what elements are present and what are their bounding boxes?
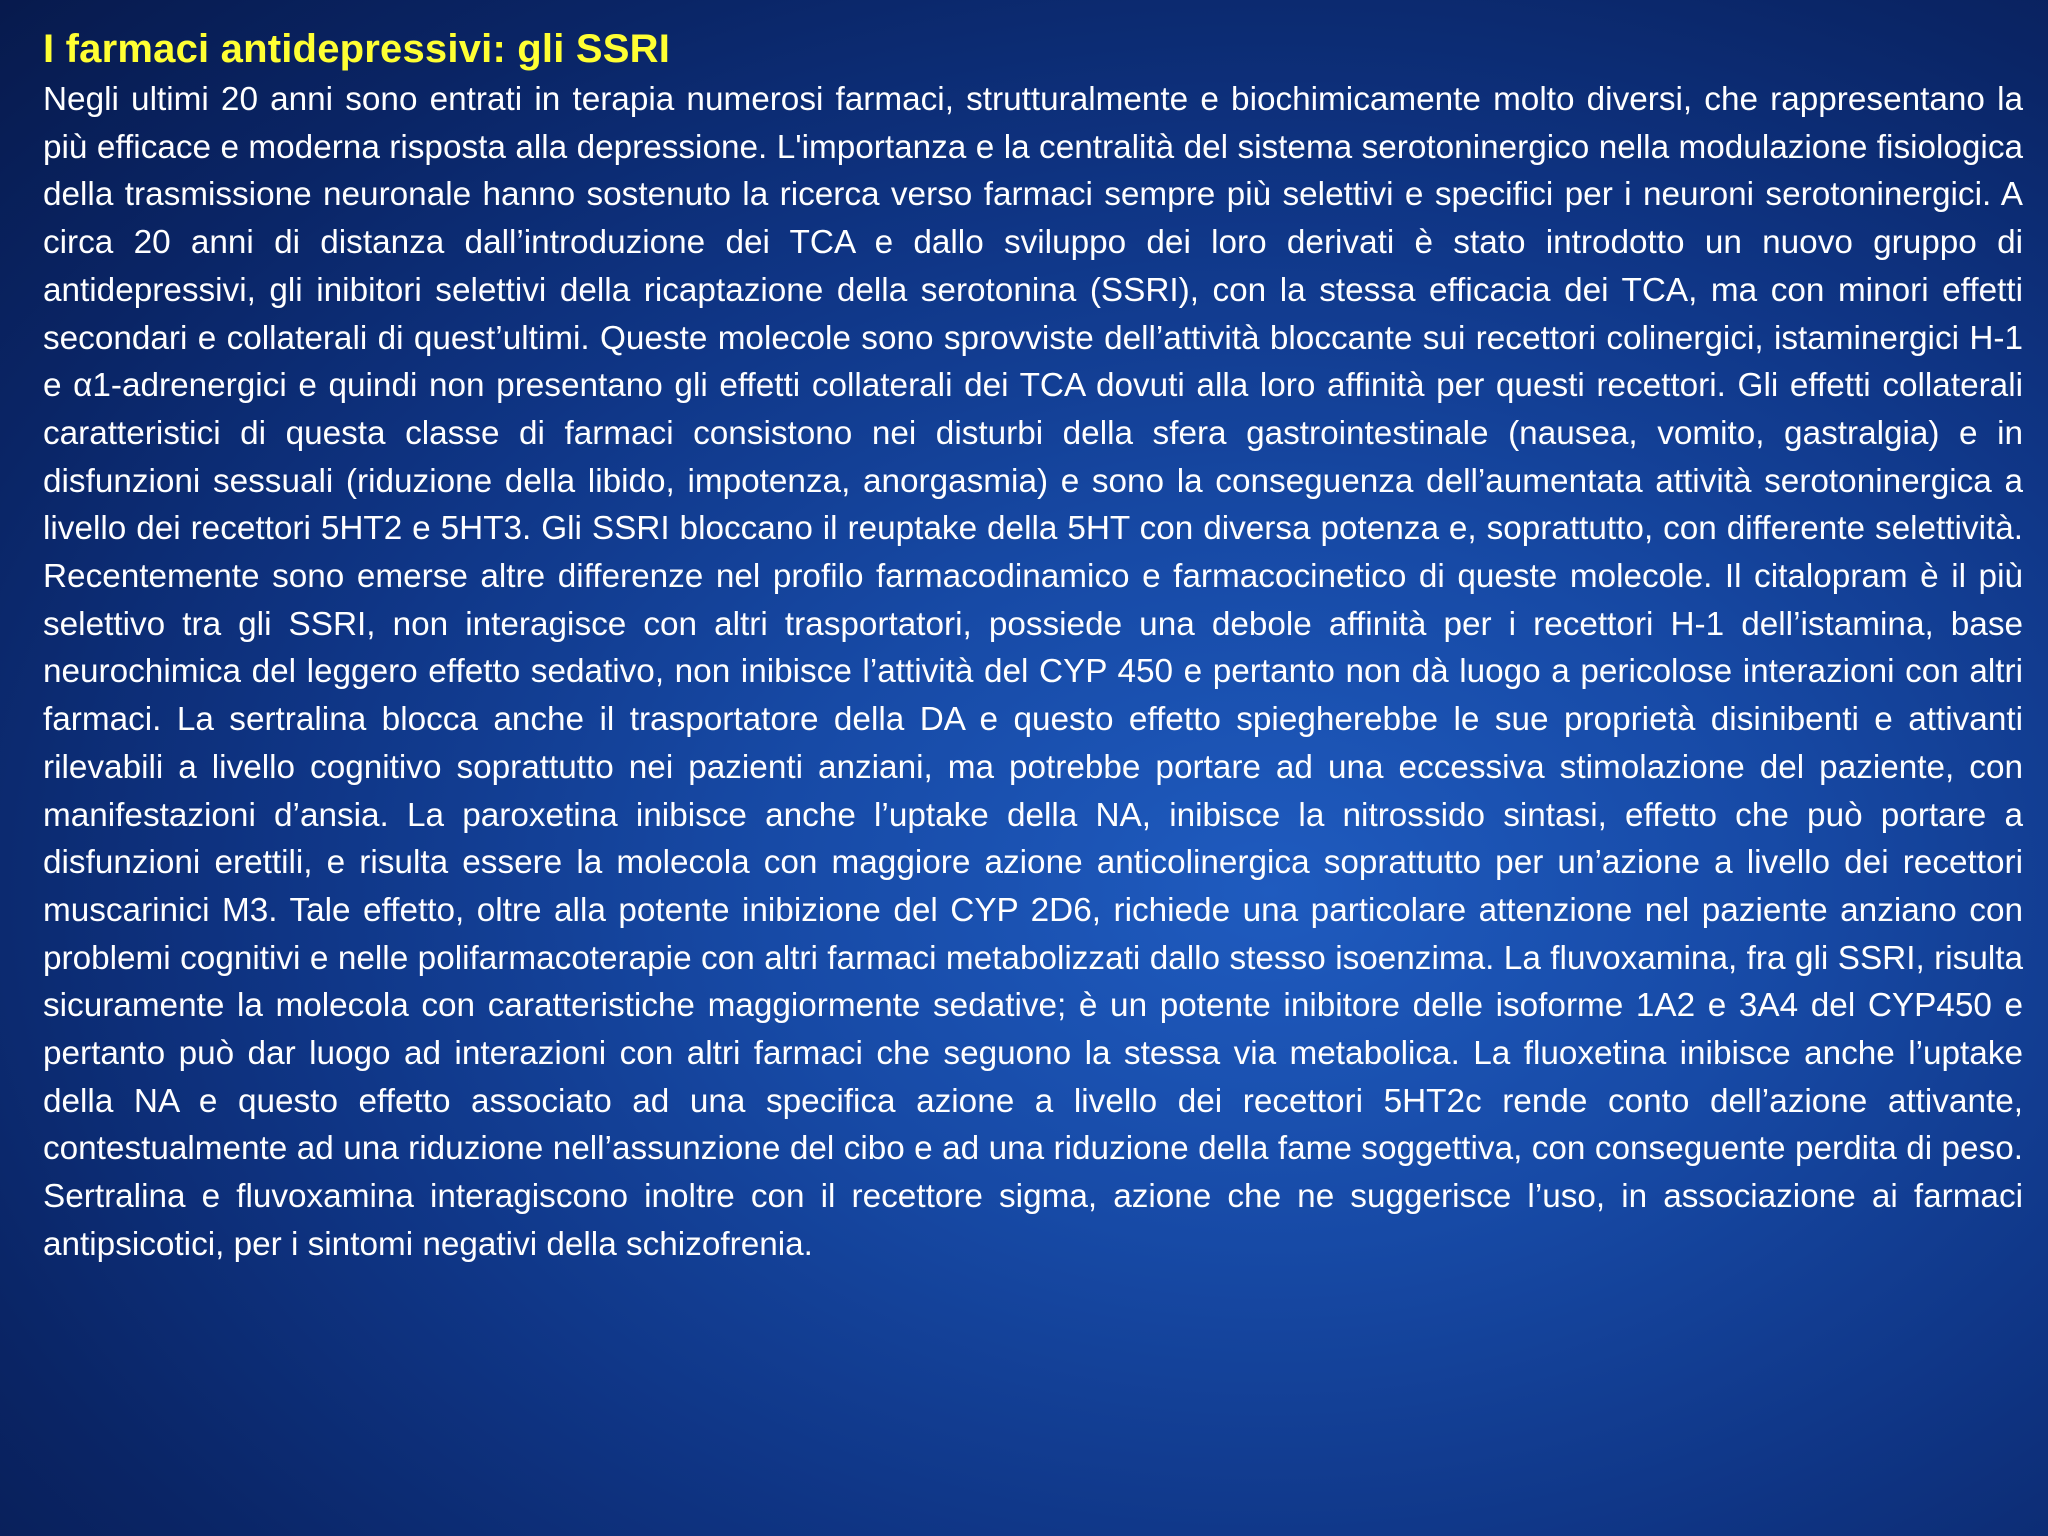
slide-body-text: Negli ultimi 20 anni sono entrati in terapia numerosi farmaci, strutturalmente e biochimicamente molto diversi, che rappresentano la più efficace e moderna risposta alla depressione. L'importanza e la centralità del sistema serotoninergico nella modulazione fisiologica della trasmissione neuronale hanno sostenuto la ricerca verso farmaci sempre più selettivi e specifici per i neuroni serotoninergici. A circa 20 anni di distanza dall’introduzione dei TCA e dallo sviluppo dei loro derivati è stato introdotto un nuovo gruppo di antidepressivi, gli inibitori selettivi della ricaptazione della serotonina (SSRI), con la stessa efficacia dei TCA, ma con minori effetti secondari e collaterali di quest’ultimi. Queste molecole sono sprovviste dell’attività bloccante sui recettori colinergici, istaminergici H-1 e α1-adrenergici e quindi non presentano gli effetti collaterali dei TCA dovuti alla loro affinità per questi recettori. Gli effetti collaterali caratteristici di questa classe di farmaci consistono nei disturbi della sfera gastrointestinale (nausea, vomito, gastralgia) e in disfunzioni sessuali (riduzione della libido, impotenza, anorgasmia) e sono la conseguenza dell’aumentata attività serotoninergica a livello dei recettori 5HT2 e 5HT3. Gli SSRI bloccano il reuptake della 5HT con diversa potenza e, soprattutto, con differente selettività. Recentemente sono emerse altre differenze nel profilo farmacodinamico e farmacocinetico di queste molecole. Il citalopram è il più selettivo tra gli SSRI, non interagisce con altri trasportatori, possiede una debole affinità per i recettori H-1 dell’istamina, base neurochimica del leggero effetto sedativo, non inibisce l’attività del CYP 450 e pertanto non dà luogo a pericolose interazioni con altri farmaci. La sertralina blocca anche il trasportatore della DA e questo effetto spiegherebbe le sue proprietà disinibenti e attivanti rilevabili a livello cognitivo soprattutto nei pazienti anziani, ma potrebbe portare ad una eccessiva stimolazione del paziente, con manifestazioni d’ansia. La paroxetina inibisce anche l’uptake della NA, inibisce la nitrossido sintasi, effetto che può portare a disfunzioni erettili, e risulta essere la molecola con maggiore azione anticolinergica soprattutto per un’azione a livello dei recettori muscarinici M3. Tale effetto, oltre alla potente inibizione del CYP 2D6, richiede una particolare attenzione nel paziente anziano con problemi cognitivi e nelle polifarmacoterapie con altri farmaci metabolizzati dallo stesso isoenzima. La fluvoxamina, fra gli SSRI, risulta sicuramente la molecola con caratteristiche maggiormente sedative; è un potente inibitore delle isoforme 1A2 e 3A4 del CYP450 e pertanto può dar luogo ad interazioni con altri farmaci che seguono la stessa via metabolica. La fluoxetina inibisce anche l’uptake della NA e questo effetto associato ad una specifica azione a livello dei recettori 5HT2c rende conto dell’azione attivante, contestualmente ad una riduzione nell’assunzione del cibo e ad una riduzione della fame soggettiva, con conseguente perdita di peso. Sertralina e fluvoxamina interagiscono inoltre con il recettore sigma, azione che ne suggerisce l’uso, in associazione ai farmaci antipsicotici, per i sintomi negativi della schizofrenia. bbox=[43, 81, 2023, 1263]
slide-content bbox=[43, 22, 2023, 1269]
slide-title: I farmaci antidepressivi: gli SSRI bbox=[43, 27, 671, 71]
